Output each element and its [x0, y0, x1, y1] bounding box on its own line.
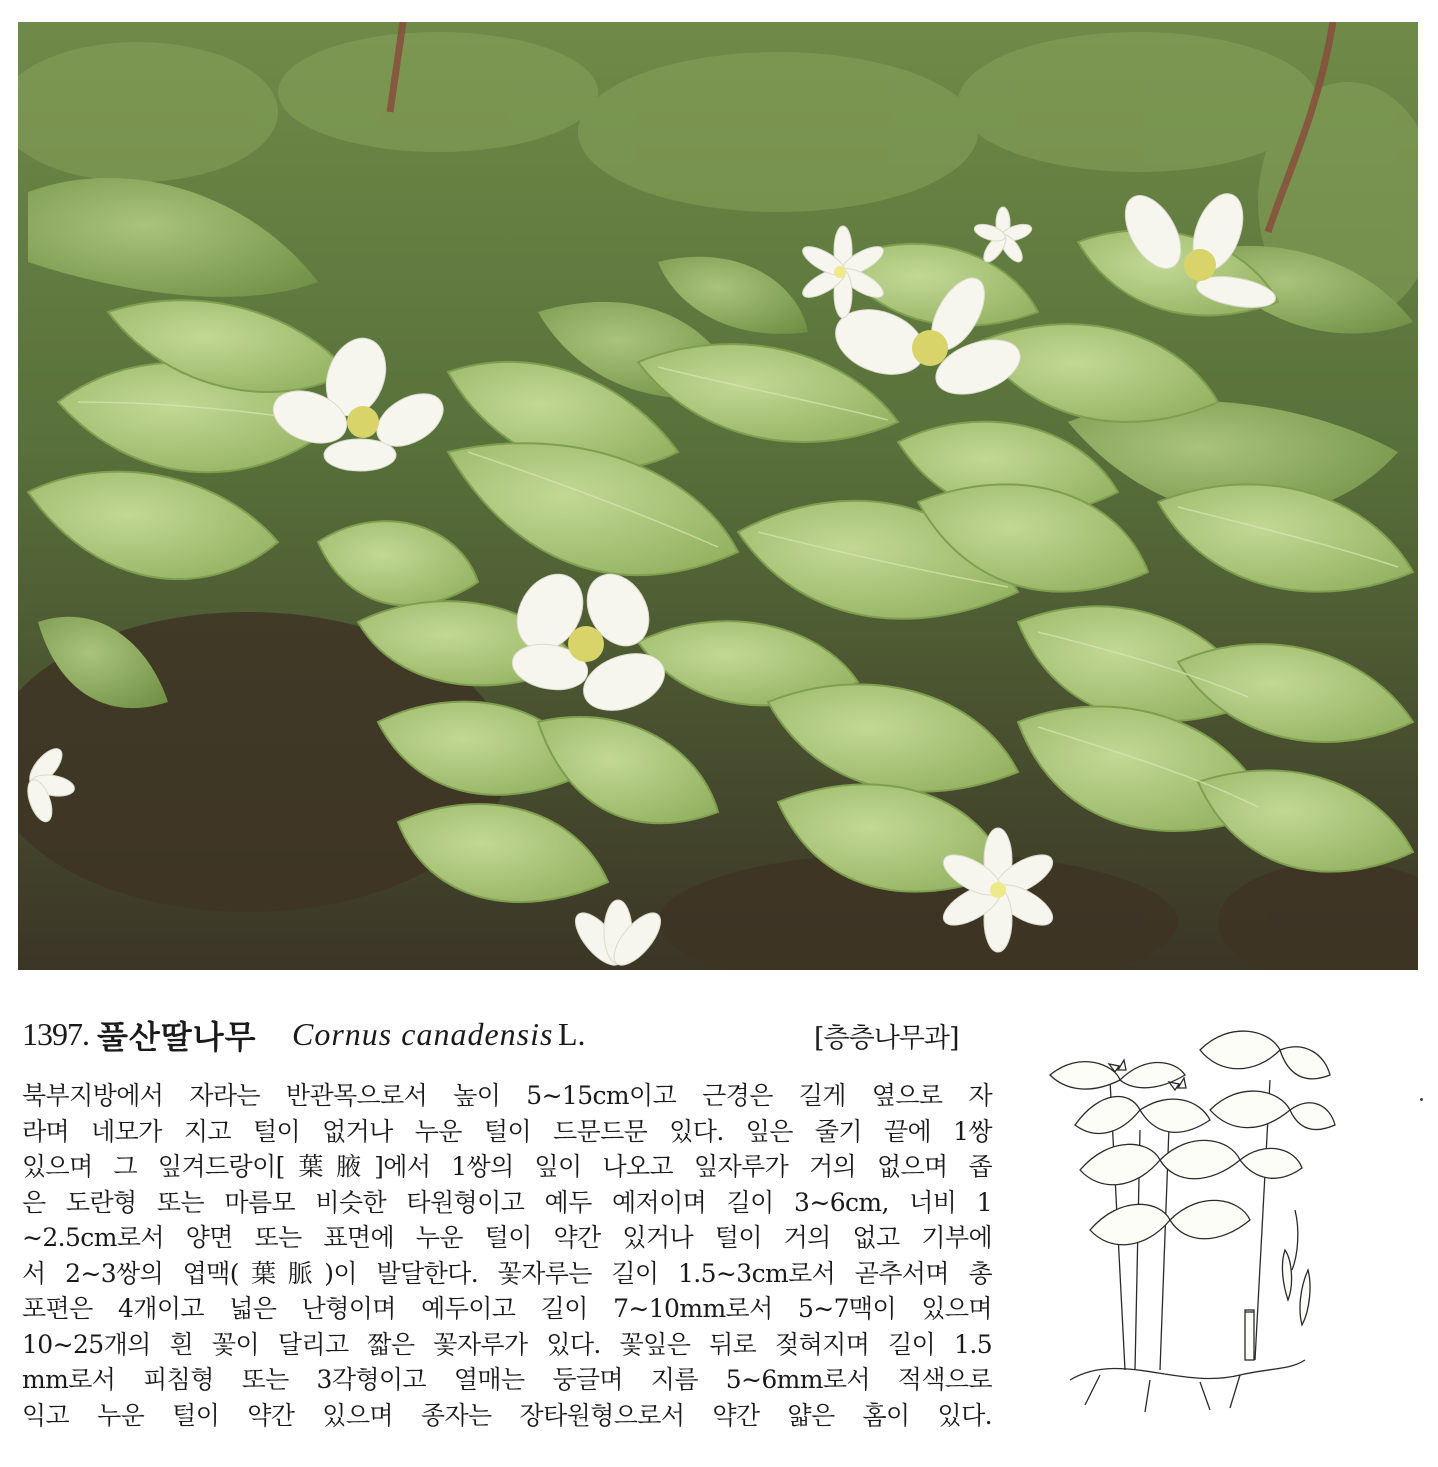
description-line: 익고 누운 털이 약간 있으며 종자는 장타원형으로서 약간 얇은 홈이 있다.	[22, 1400, 992, 1430]
botanical-illustration	[1040, 1020, 1340, 1420]
description-line: 라며 네모가 지고 털이 없거나 누운 털이 드문드문 있다. 잎은 줄기 끝에 1쌍	[22, 1116, 992, 1146]
botanical-line-drawing	[1040, 1020, 1340, 1420]
scientific-name: Cornus canadensis	[292, 1016, 554, 1052]
scan-speck	[1420, 1098, 1423, 1101]
description-line: 서 2∼3쌍의 엽맥(葉脈)이 발달한다. 꽃자루는 길이 1.5∼3cm로서 곧추서며 총	[22, 1258, 992, 1288]
description-line: mm로서 피침형 또는 3각형이고 열매는 둥글며 지름 5∼6mm로서 적색으로	[22, 1365, 992, 1394]
entry-heading	[22, 1012, 982, 1062]
author-abbreviation: L.	[558, 1016, 586, 1052]
description-line: ∼2.5cm로서 양면 또는 표면에 누운 털이 약간 있거나 털이 거의 없고 기부에	[22, 1223, 992, 1252]
plant-photo	[18, 22, 1418, 970]
description-line: 포편은 4개이고 넓은 난형이며 예두이고 길이 7∼10mm로서 5∼7맥이 있으며	[22, 1294, 992, 1323]
family-name: [층층나무과]	[814, 1023, 959, 1054]
description-line: 북부지방에서 자라는 반관목으로서 높이 5∼15cm이고 근경은 길게 옆으로 자	[22, 1081, 992, 1110]
entry-number: 1397.	[22, 1016, 89, 1052]
korean-name: 풀산딸나무	[97, 1018, 257, 1056]
species-description	[22, 1078, 992, 1433]
description-line: 10∼25개의 흰 꽃이 달리고 짧은 꽃자루가 있다. 꽃잎은 뒤로 젖혀지며 길이 1.5	[22, 1329, 992, 1359]
bunchberry-photo-image	[18, 22, 1418, 970]
description-line: 은 도란형 또는 마름모 비슷한 타원형이고 예두 예저이며 길이 3∼6cm, 너비 1	[22, 1187, 992, 1217]
description-line: 있으며 그 잎겨드랑이[葉腋]에서 1쌍의 잎이 나오고 잎자루가 거의 없으며 좁	[22, 1152, 992, 1181]
